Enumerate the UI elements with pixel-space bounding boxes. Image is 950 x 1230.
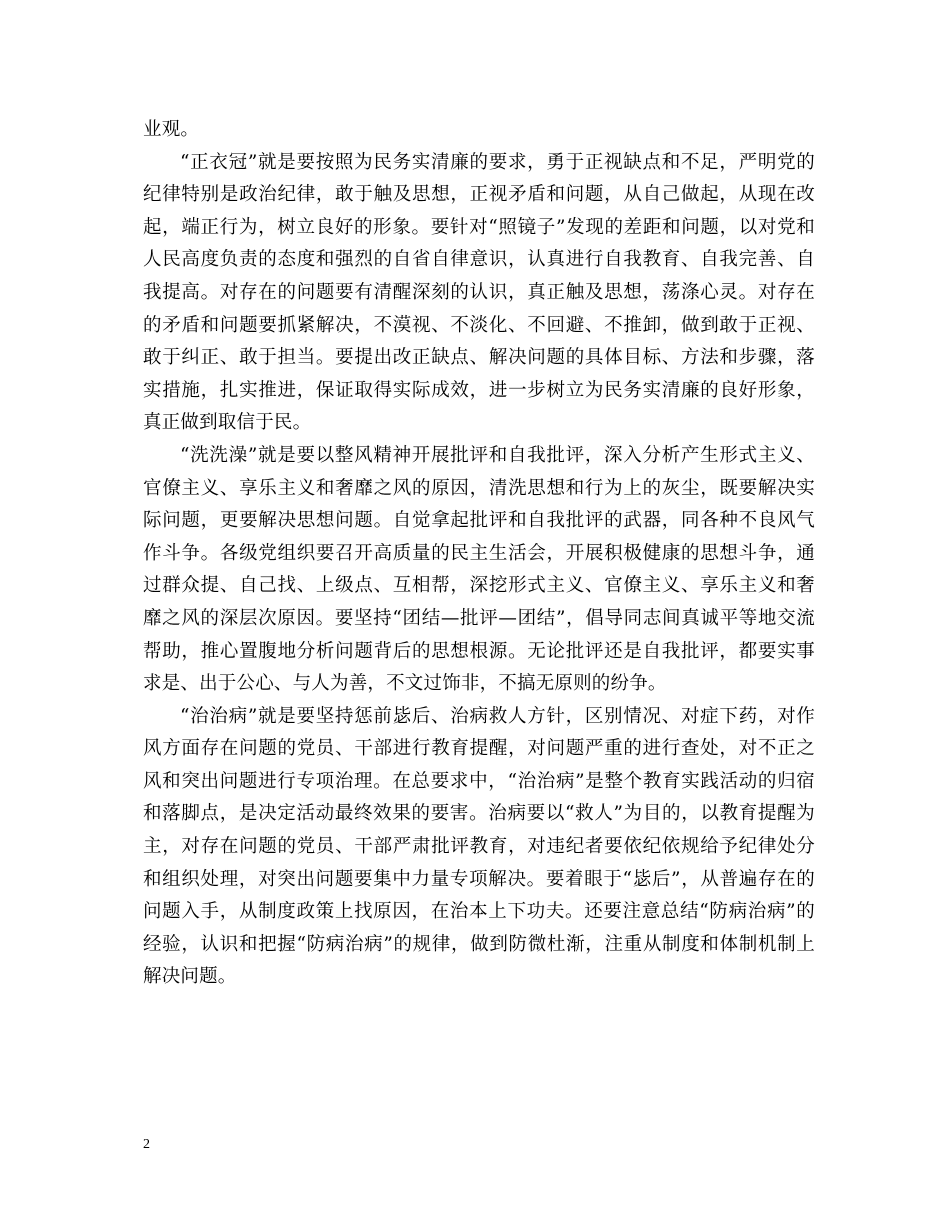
page-number: 2 (143, 1137, 150, 1152)
paragraph-continuation: 业观。 (143, 119, 200, 140)
paragraph-xi-xi-zao: “洗洗澡”就是要以整风精神开展批评和自我批评，深入分析产生形式主义、官僚主义、享乐主义和奢靡之风的原因，清洗思想和行为上的灰尘，既要解决实际问题，更要解决思想问题。自觉拿起批评和自我批评的武器，同各种不良风气作斗争。各级党组织要召开高质量的民主生活会，开展积极健康的思想斗争，通过群众提、自己找、上级点、互相帮，深挖形式主义、官僚主义、享乐主义和奢靡之风的深层次原因。要坚持“团结—批评—团结”，倡导同志间真诚平等地交流帮助，推心置腹地分析问题背后的思想根源。无论批评还是自我批评，都要实事求是、出于公心、与人为善，不文过饰非，不搞无原则的纷争。 (143, 444, 815, 695)
body-text (143, 114, 815, 994)
paragraph-zheng-yi-guan: “正衣冠”就是要按照为民务实清廉的要求，勇于正视缺点和不足，严明党的纪律特别是政治纪律，敢于触及思想，正视矛盾和问题，从自己做起，从现在改起，端正行为，树立良好的形象。要针对“照镜子”发现的差距和问题，以对党和人民高度负责的态度和强烈的自省自律意识，认真进行自我教育、自我完善、自我提高。对存在的问题要有清醒深刻的认识，真正触及思想，荡涤心灵。对存在的矛盾和问题要抓紧解决，不漠视、不淡化、不回避、不推卸，做到敢于正视、敢于纠正、敢于担当。要提出改正缺点、解决问题的具体目标、方法和步骤，落实措施，扎实推进，保证取得实际成效，进一步树立为民务实清廉的良好形象，真正做到取信于民。 (143, 151, 815, 434)
paragraph-zhi-zhi-bing: “治治病”就是要坚持惩前毖后、治病救人方针，区别情况、对症下药，对作风方面存在问题的党员、干部进行教育提醒，对问题严重的进行查处，对不正之风和突出问题进行专项治理。在总要求中，“治治病”是整个教育实践活动的归宿和落脚点，是决定活动最终效果的要害。治病要以“救人”为目的，以教育提醒为主，对存在问题的党员、干部严肃批评教育，对违纪者要依纪依规给予纪律处分和组织处理，对突出问题要集中力量专项解决。要着眼于“毖后”，从普遍存在的问题入手，从制度政策上找原因，在治本上下功夫。还要注意总结“防病治病”的经验，认识和把握“防病治病”的规律，做到防微杜渐，注重从制度和体制机制上解决问题。 (143, 705, 815, 988)
